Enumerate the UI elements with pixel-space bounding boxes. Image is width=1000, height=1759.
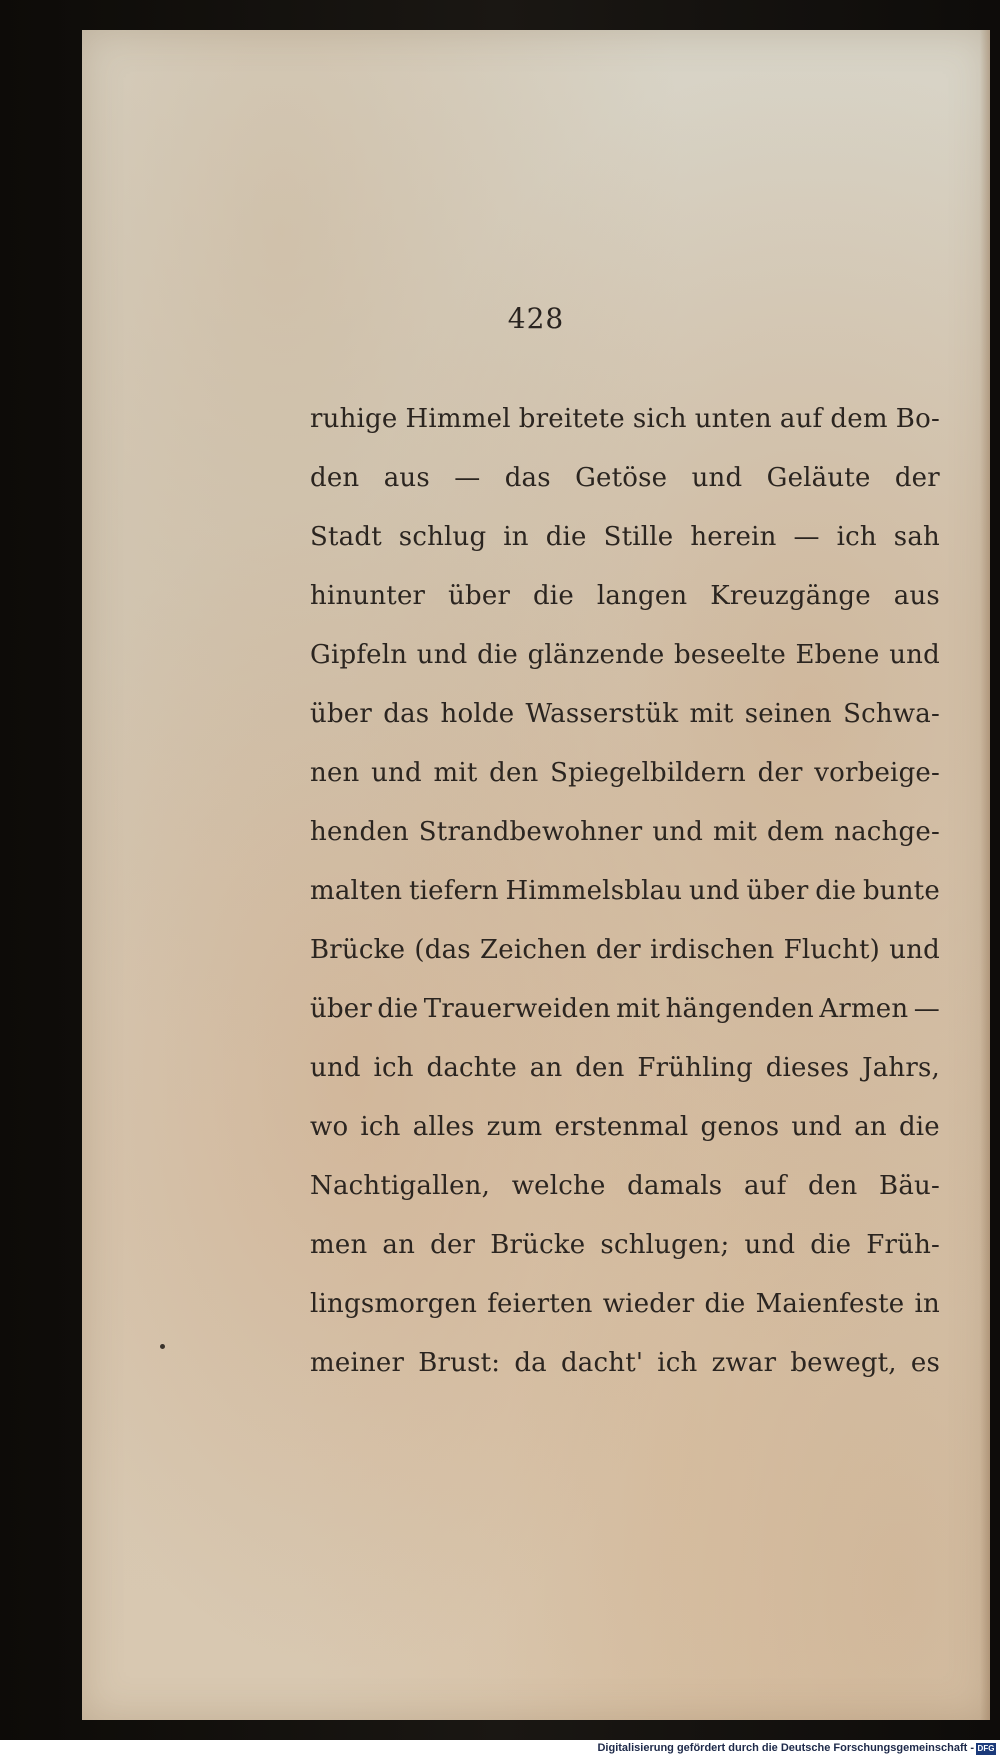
word: die: [532, 581, 574, 611]
word: und: [416, 640, 468, 670]
word: das: [383, 699, 430, 729]
word: Bo-: [895, 404, 940, 434]
word: Jahrs,: [862, 1053, 940, 1083]
word: beseelte: [674, 640, 786, 670]
word: aus: [893, 581, 940, 611]
word: die: [704, 1289, 746, 1319]
word: Flucht): [783, 935, 881, 965]
word: in: [914, 1289, 940, 1319]
word: die: [810, 1230, 852, 1260]
word: der: [595, 935, 641, 965]
word: ich: [360, 1112, 401, 1142]
word: und: [652, 817, 704, 847]
word: Getöse: [575, 463, 668, 493]
word: Ebene: [795, 640, 880, 670]
word: Schwa-: [843, 699, 940, 729]
word: und: [310, 1053, 361, 1083]
word: Stadt: [310, 522, 382, 552]
word: der: [757, 758, 803, 788]
word: malten: [310, 876, 403, 906]
word: und: [371, 758, 422, 788]
word: seinen: [744, 699, 832, 729]
word: den: [575, 1053, 625, 1083]
word: holde: [440, 699, 515, 729]
word: —: [913, 994, 940, 1024]
word: Himmelsblau: [505, 876, 683, 906]
word: Stille: [603, 522, 674, 552]
word: Kreuzgänge: [710, 581, 871, 611]
word: da: [514, 1348, 547, 1378]
word: und: [889, 935, 940, 965]
word: alles: [412, 1112, 475, 1142]
dfg-logo: DFG: [977, 1744, 995, 1753]
word: mit: [712, 817, 758, 847]
word: auf: [779, 404, 823, 434]
text-line: [310, 921, 940, 980]
word: —: [793, 522, 820, 552]
word: unten: [694, 404, 772, 434]
word: nachge-: [834, 817, 940, 847]
text-line: [310, 1098, 940, 1157]
word: feierten: [487, 1289, 593, 1319]
word: meiner: [310, 1348, 405, 1378]
word: die: [477, 640, 519, 670]
word: Armen: [819, 994, 909, 1024]
word: Früh-: [866, 1230, 940, 1260]
word: dem: [766, 817, 825, 847]
word: Spiegelbildern: [550, 758, 746, 788]
word: bunte: [862, 876, 940, 906]
word: langen: [596, 581, 688, 611]
word: in: [503, 522, 529, 552]
word: breitete: [518, 404, 625, 434]
footer-bar: [0, 1740, 1000, 1759]
word: wo: [310, 1112, 349, 1142]
word: (das: [414, 935, 471, 965]
word: erstenmal: [554, 1112, 689, 1142]
word: schlug: [398, 522, 487, 552]
word: Brücke: [490, 1230, 586, 1260]
word: es: [910, 1348, 940, 1378]
word: über: [310, 994, 373, 1024]
word: und: [689, 876, 740, 906]
word: herein: [690, 522, 777, 552]
text-line: [310, 449, 940, 508]
word: auf: [743, 1171, 787, 1201]
ink-speck: [160, 1344, 165, 1349]
word: an: [382, 1230, 416, 1260]
word: bewegt,: [790, 1348, 897, 1378]
word: der: [894, 463, 940, 493]
word: und: [744, 1230, 796, 1260]
word: Nachtigallen,: [310, 1171, 491, 1201]
word: Himmel: [405, 404, 511, 434]
word: den: [489, 758, 539, 788]
word: dachte: [426, 1053, 517, 1083]
word: und: [691, 463, 743, 493]
word: Brust:: [418, 1348, 501, 1378]
word: henden: [310, 817, 409, 847]
word: glänzende: [527, 640, 665, 670]
word: dacht': [560, 1348, 644, 1378]
text-line: [310, 862, 940, 921]
text-line: [310, 1334, 940, 1393]
word: sich: [632, 404, 687, 434]
word: schlugen;: [600, 1230, 730, 1260]
word: Gipfeln: [310, 640, 408, 670]
text-line: [310, 390, 940, 449]
word: den: [808, 1171, 858, 1201]
word: Zeichen: [480, 935, 587, 965]
word: die: [377, 994, 419, 1024]
word: mit: [689, 699, 734, 729]
word: vorbeige-: [814, 758, 940, 788]
word: die: [815, 876, 857, 906]
word: der: [430, 1230, 476, 1260]
word: und: [889, 640, 940, 670]
word: über: [310, 699, 373, 729]
text-line: [310, 567, 940, 626]
word: aus: [383, 463, 430, 493]
body-text: [310, 390, 940, 1393]
word: hängenden: [665, 994, 814, 1024]
word: an: [529, 1053, 563, 1083]
text-line: [310, 626, 940, 685]
word: an: [854, 1112, 887, 1142]
word: —: [454, 463, 481, 493]
page-edge: [980, 30, 990, 1720]
word: ich: [657, 1348, 698, 1378]
word: ich: [373, 1053, 414, 1083]
word: über: [746, 876, 809, 906]
book-page: [82, 30, 990, 1720]
word: dieses: [765, 1053, 850, 1083]
word: Wasserstük: [525, 699, 679, 729]
text-line: [310, 1039, 940, 1098]
word: Strandbewohner: [418, 817, 643, 847]
word: lingsmorgen: [310, 1289, 478, 1319]
word: Geläute: [766, 463, 871, 493]
text-line: [310, 1216, 940, 1275]
word: zwar: [711, 1348, 777, 1378]
word: damals: [627, 1171, 723, 1201]
word: ruhige: [310, 404, 398, 434]
word: Frühling: [637, 1053, 753, 1083]
word: und: [791, 1112, 843, 1142]
word: Brücke: [310, 935, 406, 965]
text-line: [310, 1157, 940, 1216]
text-line: [310, 744, 940, 803]
word: Bäu-: [879, 1171, 940, 1201]
word: men: [310, 1230, 368, 1260]
word: die: [898, 1112, 940, 1142]
word: den: [310, 463, 360, 493]
word: das: [504, 463, 551, 493]
word: zum: [486, 1112, 543, 1142]
text-line: [310, 685, 940, 744]
word: die: [545, 522, 587, 552]
word: über: [448, 581, 511, 611]
text-line: [310, 980, 940, 1039]
word: ich: [836, 522, 877, 552]
word: nen: [310, 758, 360, 788]
text-line: [310, 1275, 940, 1334]
word: Trauerweiden: [423, 994, 611, 1024]
text-line: [310, 508, 940, 567]
word: Maienfeste: [755, 1289, 905, 1319]
word: dem: [830, 404, 888, 434]
footer-credit: Digitalisierung gefördert durch die Deutsche Forschungsgemeinschaft -: [597, 1742, 974, 1754]
text-line: [310, 803, 940, 862]
word: sah: [893, 522, 940, 552]
word: tiefern: [409, 876, 499, 906]
word: mit: [616, 994, 661, 1024]
word: mit: [433, 758, 478, 788]
word: wieder: [602, 1289, 695, 1319]
word: hinunter: [310, 581, 426, 611]
word: irdischen: [650, 935, 775, 965]
word: welche: [511, 1171, 606, 1201]
page-number: 428: [507, 302, 565, 335]
word: genos: [700, 1112, 780, 1142]
